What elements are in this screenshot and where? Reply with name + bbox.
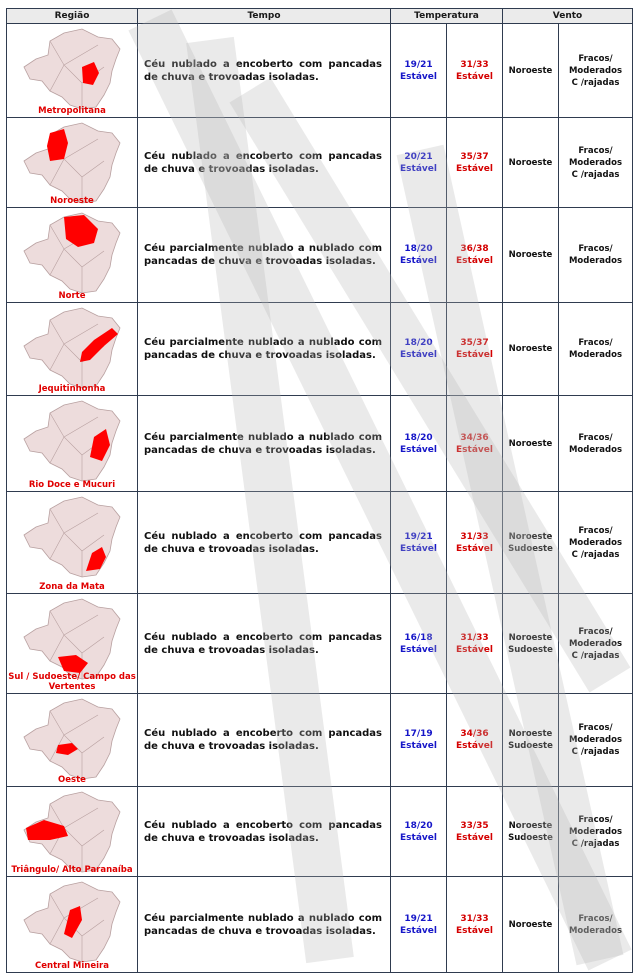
min-temperature-trend: Estável <box>400 256 437 266</box>
weather-description: Céu parcialmente nublado a nublado com pancadas de chuva e trovoadas isoladas. <box>138 208 391 303</box>
min-temperature: 20/21 <box>404 151 433 162</box>
region-map <box>18 597 126 683</box>
region-cell <box>7 594 138 694</box>
max-temperature: 31/33 <box>460 59 489 70</box>
min-temperature-trend: Estável <box>400 741 437 751</box>
wind-intensity-cell <box>559 594 633 694</box>
wind-direction-secondary: Sudoeste <box>508 741 553 751</box>
min-temperature-cell <box>391 877 447 973</box>
wind-intensity-line2: Moderados <box>568 925 623 936</box>
forecast-table <box>6 8 633 973</box>
region-cell <box>7 24 138 118</box>
max-temperature-cell <box>447 877 503 973</box>
min-temperature-cell <box>391 118 447 208</box>
region-name: Noroeste <box>50 196 94 206</box>
max-temperature-cell <box>447 303 503 396</box>
header-temperatura: Temperatura <box>391 9 503 24</box>
state-map-shape <box>24 308 120 388</box>
table-row <box>7 24 633 118</box>
wind-gusts: C /rajadas <box>571 650 620 661</box>
region-map <box>18 121 126 207</box>
min-temperature: 18/20 <box>404 338 433 348</box>
wind-intensity-line2: Moderados <box>568 444 623 455</box>
min-temperature-trend: Estável <box>400 71 437 82</box>
wind-direction-cell <box>503 396 559 492</box>
min-temperature: 18/20 <box>404 820 433 831</box>
max-temperature-cell <box>447 208 503 303</box>
wind-intensity-line1: Fracos/ <box>578 723 613 733</box>
max-temperature: 31/33 <box>460 913 489 924</box>
region-map <box>18 306 126 392</box>
region-cell <box>7 118 138 208</box>
max-temperature: 31/33 <box>460 632 489 643</box>
wind-intensity-line1: Fracos/ <box>578 814 613 825</box>
region-map <box>18 399 126 485</box>
wind-direction: Noroeste <box>508 531 553 542</box>
wind-intensity-line1: Fracos/ <box>578 525 613 536</box>
header-regiao: Região <box>7 9 138 24</box>
wind-direction: Noroeste <box>508 820 553 831</box>
wind-direction: Noroeste <box>508 250 553 260</box>
min-temperature: 16/18 <box>404 632 433 643</box>
region-name: Triângulo/ Alto Paranaíba <box>11 865 133 875</box>
max-temperature: 34/36 <box>460 432 489 443</box>
table-row <box>7 303 633 396</box>
max-temperature-trend: Estável <box>456 832 493 843</box>
wind-intensity-cell <box>559 694 633 787</box>
max-temperature-trend: Estável <box>456 925 493 936</box>
min-temperature-trend: Estável <box>400 163 437 174</box>
wind-direction: Noroeste <box>508 344 553 354</box>
wind-intensity-cell <box>559 492 633 594</box>
region-name: Sul / Sudoeste/ Campo das Vertentes <box>8 672 136 692</box>
region-cell <box>7 787 138 877</box>
wind-direction: Noroeste <box>508 729 553 739</box>
wind-intensity-cell <box>559 118 633 208</box>
wind-intensity-line1: Fracos/ <box>578 244 613 254</box>
state-map-shape <box>24 123 120 203</box>
wind-direction: Noroeste <box>508 157 553 168</box>
wind-direction-cell <box>503 492 559 594</box>
table-row <box>7 787 633 877</box>
weather-description: Céu nublado a encoberto com pancadas de chuva e trovoadas isoladas. <box>138 594 391 694</box>
region-map <box>18 790 126 876</box>
max-temperature-trend: Estável <box>456 256 493 266</box>
weather-description: Céu nublado a encoberto com pancadas de chuva e trovoadas isoladas. <box>138 24 391 118</box>
max-temperature-cell <box>447 787 503 877</box>
header-tempo: Tempo <box>138 9 391 24</box>
region-cell <box>7 303 138 396</box>
min-temperature: 18/20 <box>404 244 433 254</box>
weather-description: Céu parcialmente nublado a nublado com pancadas de chuva e trovoadas isoladas. <box>138 877 391 973</box>
max-temperature: 35/37 <box>460 338 489 348</box>
min-temperature: 18/20 <box>404 432 433 443</box>
min-temperature: 19/21 <box>404 913 433 924</box>
wind-direction-secondary: Sudoeste <box>508 644 553 655</box>
max-temperature-trend: Estável <box>456 350 493 360</box>
table-row <box>7 877 633 973</box>
wind-intensity-line2: Moderados <box>568 638 623 649</box>
table-header-row <box>7 9 633 24</box>
min-temperature-trend: Estável <box>400 925 437 936</box>
wind-gusts: C /rajadas <box>571 77 620 88</box>
max-temperature-trend: Estável <box>456 444 493 455</box>
table-row <box>7 594 633 694</box>
wind-intensity-line1: Fracos/ <box>578 145 613 156</box>
wind-intensity-cell <box>559 787 633 877</box>
wind-direction-secondary: Sudoeste <box>508 832 553 843</box>
wind-direction-cell <box>503 24 559 118</box>
min-temperature-cell <box>391 303 447 396</box>
region-cell <box>7 492 138 594</box>
max-temperature: 31/33 <box>460 531 489 542</box>
region-cell <box>7 396 138 492</box>
weather-description: Céu nublado a encoberto com pancadas de chuva e trovoadas isoladas. <box>138 694 391 787</box>
min-temperature: 17/19 <box>404 729 433 739</box>
weather-description: Céu nublado a encoberto com pancadas de chuva e trovoadas isoladas. <box>138 118 391 208</box>
header-vento: Vento <box>503 9 633 24</box>
region-map <box>18 880 126 966</box>
max-temperature-trend: Estável <box>456 741 493 751</box>
min-temperature-cell <box>391 492 447 594</box>
wind-intensity-line2: Moderados <box>568 826 623 837</box>
wind-direction-cell <box>503 694 559 787</box>
region-map <box>18 697 126 783</box>
region-map <box>18 495 126 581</box>
max-temperature: 33/35 <box>460 820 489 831</box>
wind-direction-secondary: Sudoeste <box>508 543 553 554</box>
wind-intensity-line2: Moderados <box>568 157 623 168</box>
min-temperature-trend: Estável <box>400 444 437 455</box>
max-temperature-cell <box>447 594 503 694</box>
state-map-shape <box>24 699 120 779</box>
wind-intensity-line1: Fracos/ <box>578 53 613 64</box>
min-temperature-trend: Estável <box>400 543 437 554</box>
wind-direction-cell <box>503 594 559 694</box>
wind-intensity-cell <box>559 24 633 118</box>
wind-intensity-line1: Fracos/ <box>578 338 613 348</box>
wind-intensity-line2: Moderados <box>568 537 623 548</box>
weather-description: Céu parcialmente nublado a nublado com pancadas de chuva e trovoadas isoladas. <box>138 303 391 396</box>
min-temperature-cell <box>391 787 447 877</box>
min-temperature-trend: Estável <box>400 644 437 655</box>
max-temperature: 36/38 <box>460 244 489 254</box>
region-name: Zona da Mata <box>39 582 105 592</box>
wind-direction: Noroeste <box>508 438 553 449</box>
wind-intensity-line1: Fracos/ <box>578 913 613 924</box>
region-name: Oeste <box>58 775 86 785</box>
min-temperature: 19/21 <box>404 531 433 542</box>
wind-direction: Noroeste <box>508 919 553 930</box>
wind-intensity-line1: Fracos/ <box>578 432 613 443</box>
region-name: Central Mineira <box>35 961 109 971</box>
table-row <box>7 118 633 208</box>
weather-description: Céu nublado a encoberto com pancadas de chuva e trovoadas isoladas. <box>138 492 391 594</box>
max-temperature-cell <box>447 118 503 208</box>
table-row <box>7 492 633 594</box>
max-temperature-cell <box>447 694 503 787</box>
weather-description: Céu parcialmente nublado a nublado com pancadas de chuva e trovoadas isoladas. <box>138 396 391 492</box>
region-cell <box>7 694 138 787</box>
region-cell <box>7 208 138 303</box>
wind-intensity-line2: Moderados <box>568 735 623 745</box>
max-temperature-trend: Estável <box>456 543 493 554</box>
wind-direction-cell <box>503 118 559 208</box>
wind-gusts: C /rajadas <box>571 169 620 180</box>
wind-intensity-line2: Moderados <box>568 65 623 76</box>
region-map <box>18 211 126 297</box>
wind-direction-cell <box>503 208 559 303</box>
state-map-shape <box>24 29 120 109</box>
region-map <box>18 27 126 113</box>
table-row <box>7 694 633 787</box>
max-temperature-cell <box>447 24 503 118</box>
max-temperature-trend: Estável <box>456 163 493 174</box>
max-temperature-cell <box>447 492 503 594</box>
wind-intensity-cell <box>559 208 633 303</box>
wind-direction-cell <box>503 303 559 396</box>
wind-direction-cell <box>503 787 559 877</box>
max-temperature-cell <box>447 396 503 492</box>
table-row <box>7 208 633 303</box>
min-temperature-cell <box>391 694 447 787</box>
min-temperature-cell <box>391 24 447 118</box>
min-temperature-cell <box>391 396 447 492</box>
wind-intensity-cell <box>559 303 633 396</box>
region-name: Jequitinhonha <box>38 384 106 394</box>
wind-direction: Noroeste <box>508 632 553 643</box>
wind-intensity-line2: Moderados <box>568 256 623 266</box>
forecast-page <box>6 8 632 973</box>
max-temperature: 34/36 <box>460 729 489 739</box>
min-temperature-trend: Estável <box>400 350 437 360</box>
max-temperature: 35/37 <box>460 151 489 162</box>
region-name: Metropolitana <box>38 106 106 116</box>
max-temperature-trend: Estável <box>456 71 493 82</box>
wind-direction: Noroeste <box>508 65 553 76</box>
region-cell <box>7 877 138 973</box>
region-name: Norte <box>58 291 86 301</box>
min-temperature: 19/21 <box>404 59 433 70</box>
wind-gusts: C /rajadas <box>571 838 620 849</box>
min-temperature-cell <box>391 208 447 303</box>
wind-intensity-line2: Moderados <box>568 350 623 360</box>
table-row <box>7 396 633 492</box>
region-name: Rio Doce e Mucuri <box>28 480 116 490</box>
min-temperature-cell <box>391 594 447 694</box>
wind-intensity-cell <box>559 877 633 973</box>
state-map-shape <box>24 497 120 577</box>
weather-description: Céu nublado a encoberto com pancadas de chuva e trovoadas isoladas. <box>138 787 391 877</box>
wind-intensity-cell <box>559 396 633 492</box>
wind-gusts: C /rajadas <box>571 747 620 757</box>
min-temperature-trend: Estável <box>400 832 437 843</box>
wind-gusts: C /rajadas <box>571 549 620 560</box>
max-temperature-trend: Estável <box>456 644 493 655</box>
wind-direction-cell <box>503 877 559 973</box>
wind-intensity-line1: Fracos/ <box>578 626 613 637</box>
